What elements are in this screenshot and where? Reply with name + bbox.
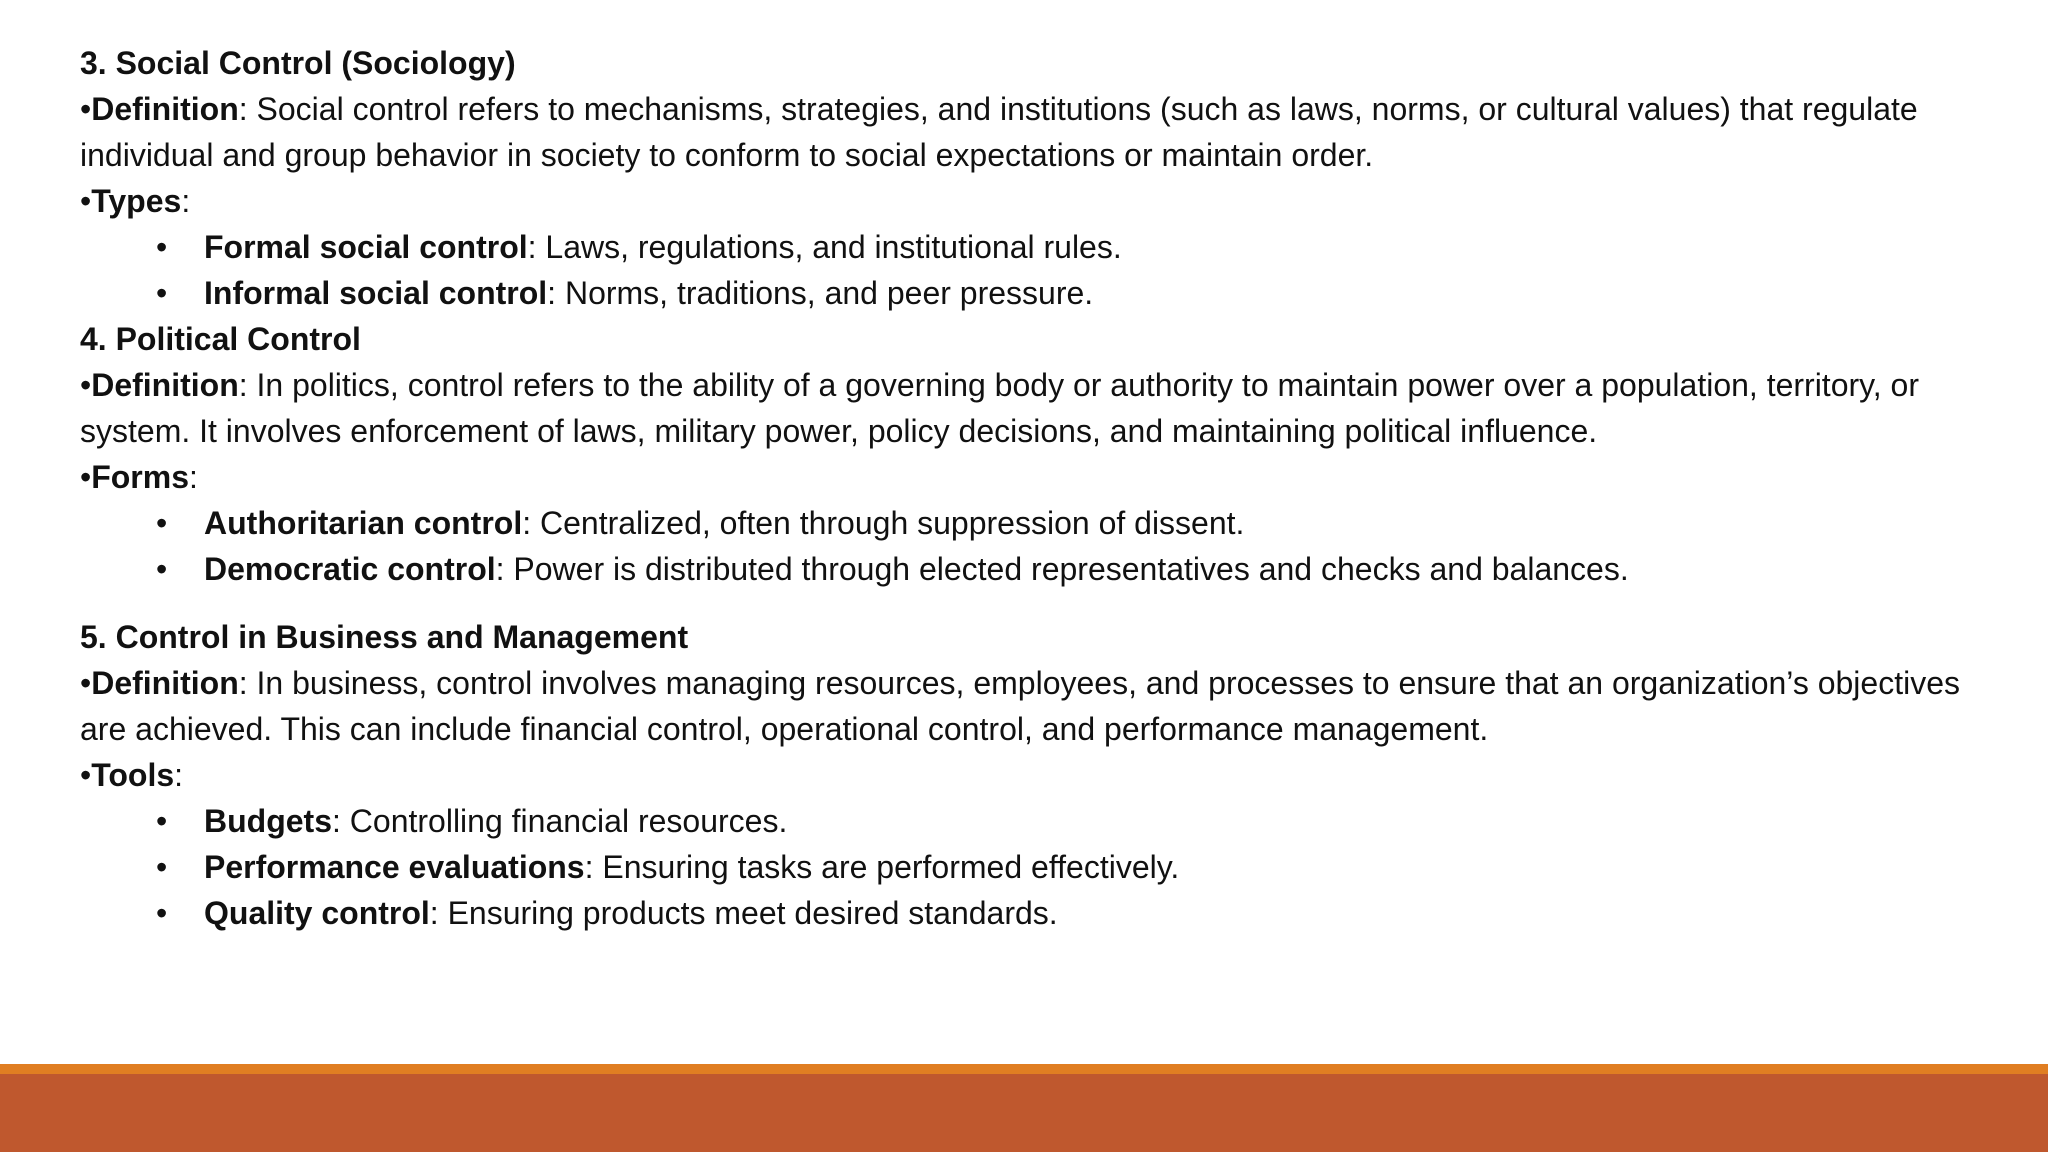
- item-text: : Ensuring products meet desired standards.: [429, 895, 1058, 931]
- sub-bullet: •: [156, 895, 168, 931]
- item-text: : Controlling financial resources.: [332, 803, 788, 839]
- colon: :: [189, 459, 198, 495]
- definition-label: Definition: [91, 91, 239, 127]
- section-heading-business-control: 5. Control in Business and Management: [80, 619, 689, 655]
- list-label-line: [80, 454, 1990, 500]
- sub-bullet: •: [156, 229, 168, 265]
- item-text: : Centralized, often through suppression of dissent.: [522, 505, 1245, 541]
- list-item: [80, 890, 1990, 936]
- list-label: Types: [91, 183, 182, 219]
- item-term: Formal social control: [204, 229, 528, 265]
- definition-text: : Social control refers to mechanisms, strategies, and institutions (such as laws, norms, or cultural values) that regulate individual and group behavior in society to conform to social expectations or maintain order.: [80, 91, 1918, 173]
- list-item: [80, 224, 1990, 270]
- list-label-line: [80, 752, 1990, 798]
- definition-label: Definition: [91, 665, 239, 701]
- item-text: : Power is distributed through elected representatives and checks and balances.: [495, 551, 1629, 587]
- item-text: : Norms, traditions, and peer pressure.: [547, 275, 1094, 311]
- sub-bullet: •: [156, 849, 168, 885]
- sub-bullet: •: [156, 275, 168, 311]
- section-heading-social-control: 3. Social Control (Sociology): [80, 45, 516, 81]
- slide-content: [80, 40, 1990, 936]
- sub-bullet: •: [156, 505, 168, 541]
- list-item: [80, 546, 1990, 592]
- definition-label: Definition: [91, 367, 239, 403]
- item-term: Budgets: [204, 803, 332, 839]
- item-text: : Ensuring tasks are performed effectively.: [584, 849, 1180, 885]
- definition-text: : In politics, control refers to the ability of a governing body or authority to maintain power over a population, territory, or system. It involves enforcement of laws, military power, policy decisions, and maintaining political influence.: [80, 367, 1919, 449]
- section-spacer: [80, 592, 1990, 614]
- list-label: Tools: [91, 757, 175, 793]
- bullet: •: [80, 367, 92, 403]
- list-item: [80, 798, 1990, 844]
- item-term: Democratic control: [204, 551, 496, 587]
- bullet: •: [80, 183, 92, 219]
- sub-bullet: •: [156, 551, 168, 587]
- item-term: Informal social control: [204, 275, 548, 311]
- list-item: [80, 844, 1990, 890]
- item-term: Quality control: [204, 895, 430, 931]
- list-label-line: [80, 178, 1990, 224]
- item-term: Authoritarian control: [204, 505, 523, 541]
- item-text: : Laws, regulations, and institutional rules.: [527, 229, 1122, 265]
- list-item: [80, 270, 1990, 316]
- footer-accent-stripe: [0, 1064, 2048, 1074]
- definition-text: : In business, control involves managing resources, employees, and processes to ensure that an organization’s objectives are achieved. This can include financial control, operational control, and performance management.: [80, 665, 1960, 747]
- bullet: •: [80, 665, 92, 701]
- footer-band: [0, 1074, 2048, 1152]
- item-term: Performance evaluations: [204, 849, 585, 885]
- sub-bullet: •: [156, 803, 168, 839]
- section-heading-political-control: 4. Political Control: [80, 321, 361, 357]
- definition-paragraph: [80, 86, 1990, 178]
- list-item: [80, 500, 1990, 546]
- list-label: Forms: [91, 459, 189, 495]
- definition-paragraph: [80, 362, 1990, 454]
- bullet: •: [80, 91, 92, 127]
- bullet: •: [80, 757, 92, 793]
- colon: :: [181, 183, 191, 219]
- bullet: •: [80, 459, 92, 495]
- colon: :: [174, 757, 184, 793]
- definition-paragraph: [80, 660, 1990, 752]
